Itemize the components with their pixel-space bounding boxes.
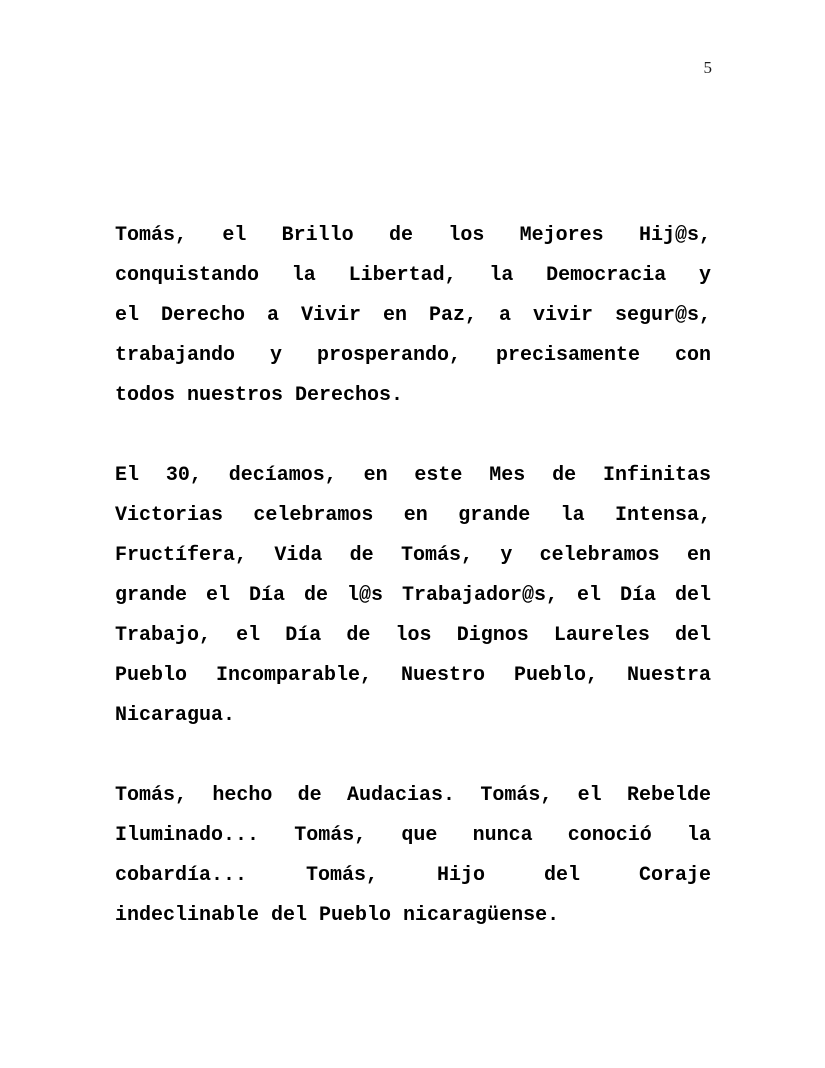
text-line: cobardía... Tomás, Hijo del Coraje bbox=[115, 864, 711, 887]
text-line: todos nuestros Derechos. bbox=[115, 384, 404, 407]
paragraph bbox=[115, 456, 711, 736]
text-line: Victorias celebramos en grande la Intensa, bbox=[115, 504, 711, 527]
page-number: 5 bbox=[703, 58, 712, 77]
text-line: Tomás, hecho de Audacias. Tomás, el Rebelde bbox=[115, 784, 711, 807]
text-line: Nicaragua. bbox=[115, 704, 236, 727]
text-line: trabajando y prosperando, precisamente con bbox=[115, 344, 711, 367]
text-line: indeclinable del Pueblo nicaragüense. bbox=[115, 904, 560, 927]
text-line: Fructífera, Vida de Tomás, y celebramos en bbox=[115, 544, 711, 567]
text-line: Trabajo, el Día de los Dignos Laureles del bbox=[115, 624, 711, 647]
text-line: Tomás, el Brillo de los Mejores Hij@s, bbox=[115, 224, 711, 247]
text-line: el Derecho a Vivir en Paz, a vivir segur@s, bbox=[115, 304, 711, 327]
text-line: El 30, decíamos, en este Mes de Infinitas bbox=[115, 464, 711, 487]
text-line: grande el Día de l@s Trabajador@s, el Día del bbox=[115, 584, 711, 607]
text-line: conquistando la Libertad, la Democracia y bbox=[115, 264, 711, 287]
paragraph bbox=[115, 776, 711, 936]
text-line: Iluminado... Tomás, que nunca conoció la bbox=[115, 824, 711, 847]
document-body bbox=[115, 216, 711, 976]
paragraph bbox=[115, 216, 711, 416]
text-line: Pueblo Incomparable, Nuestro Pueblo, Nuestra bbox=[115, 664, 711, 687]
